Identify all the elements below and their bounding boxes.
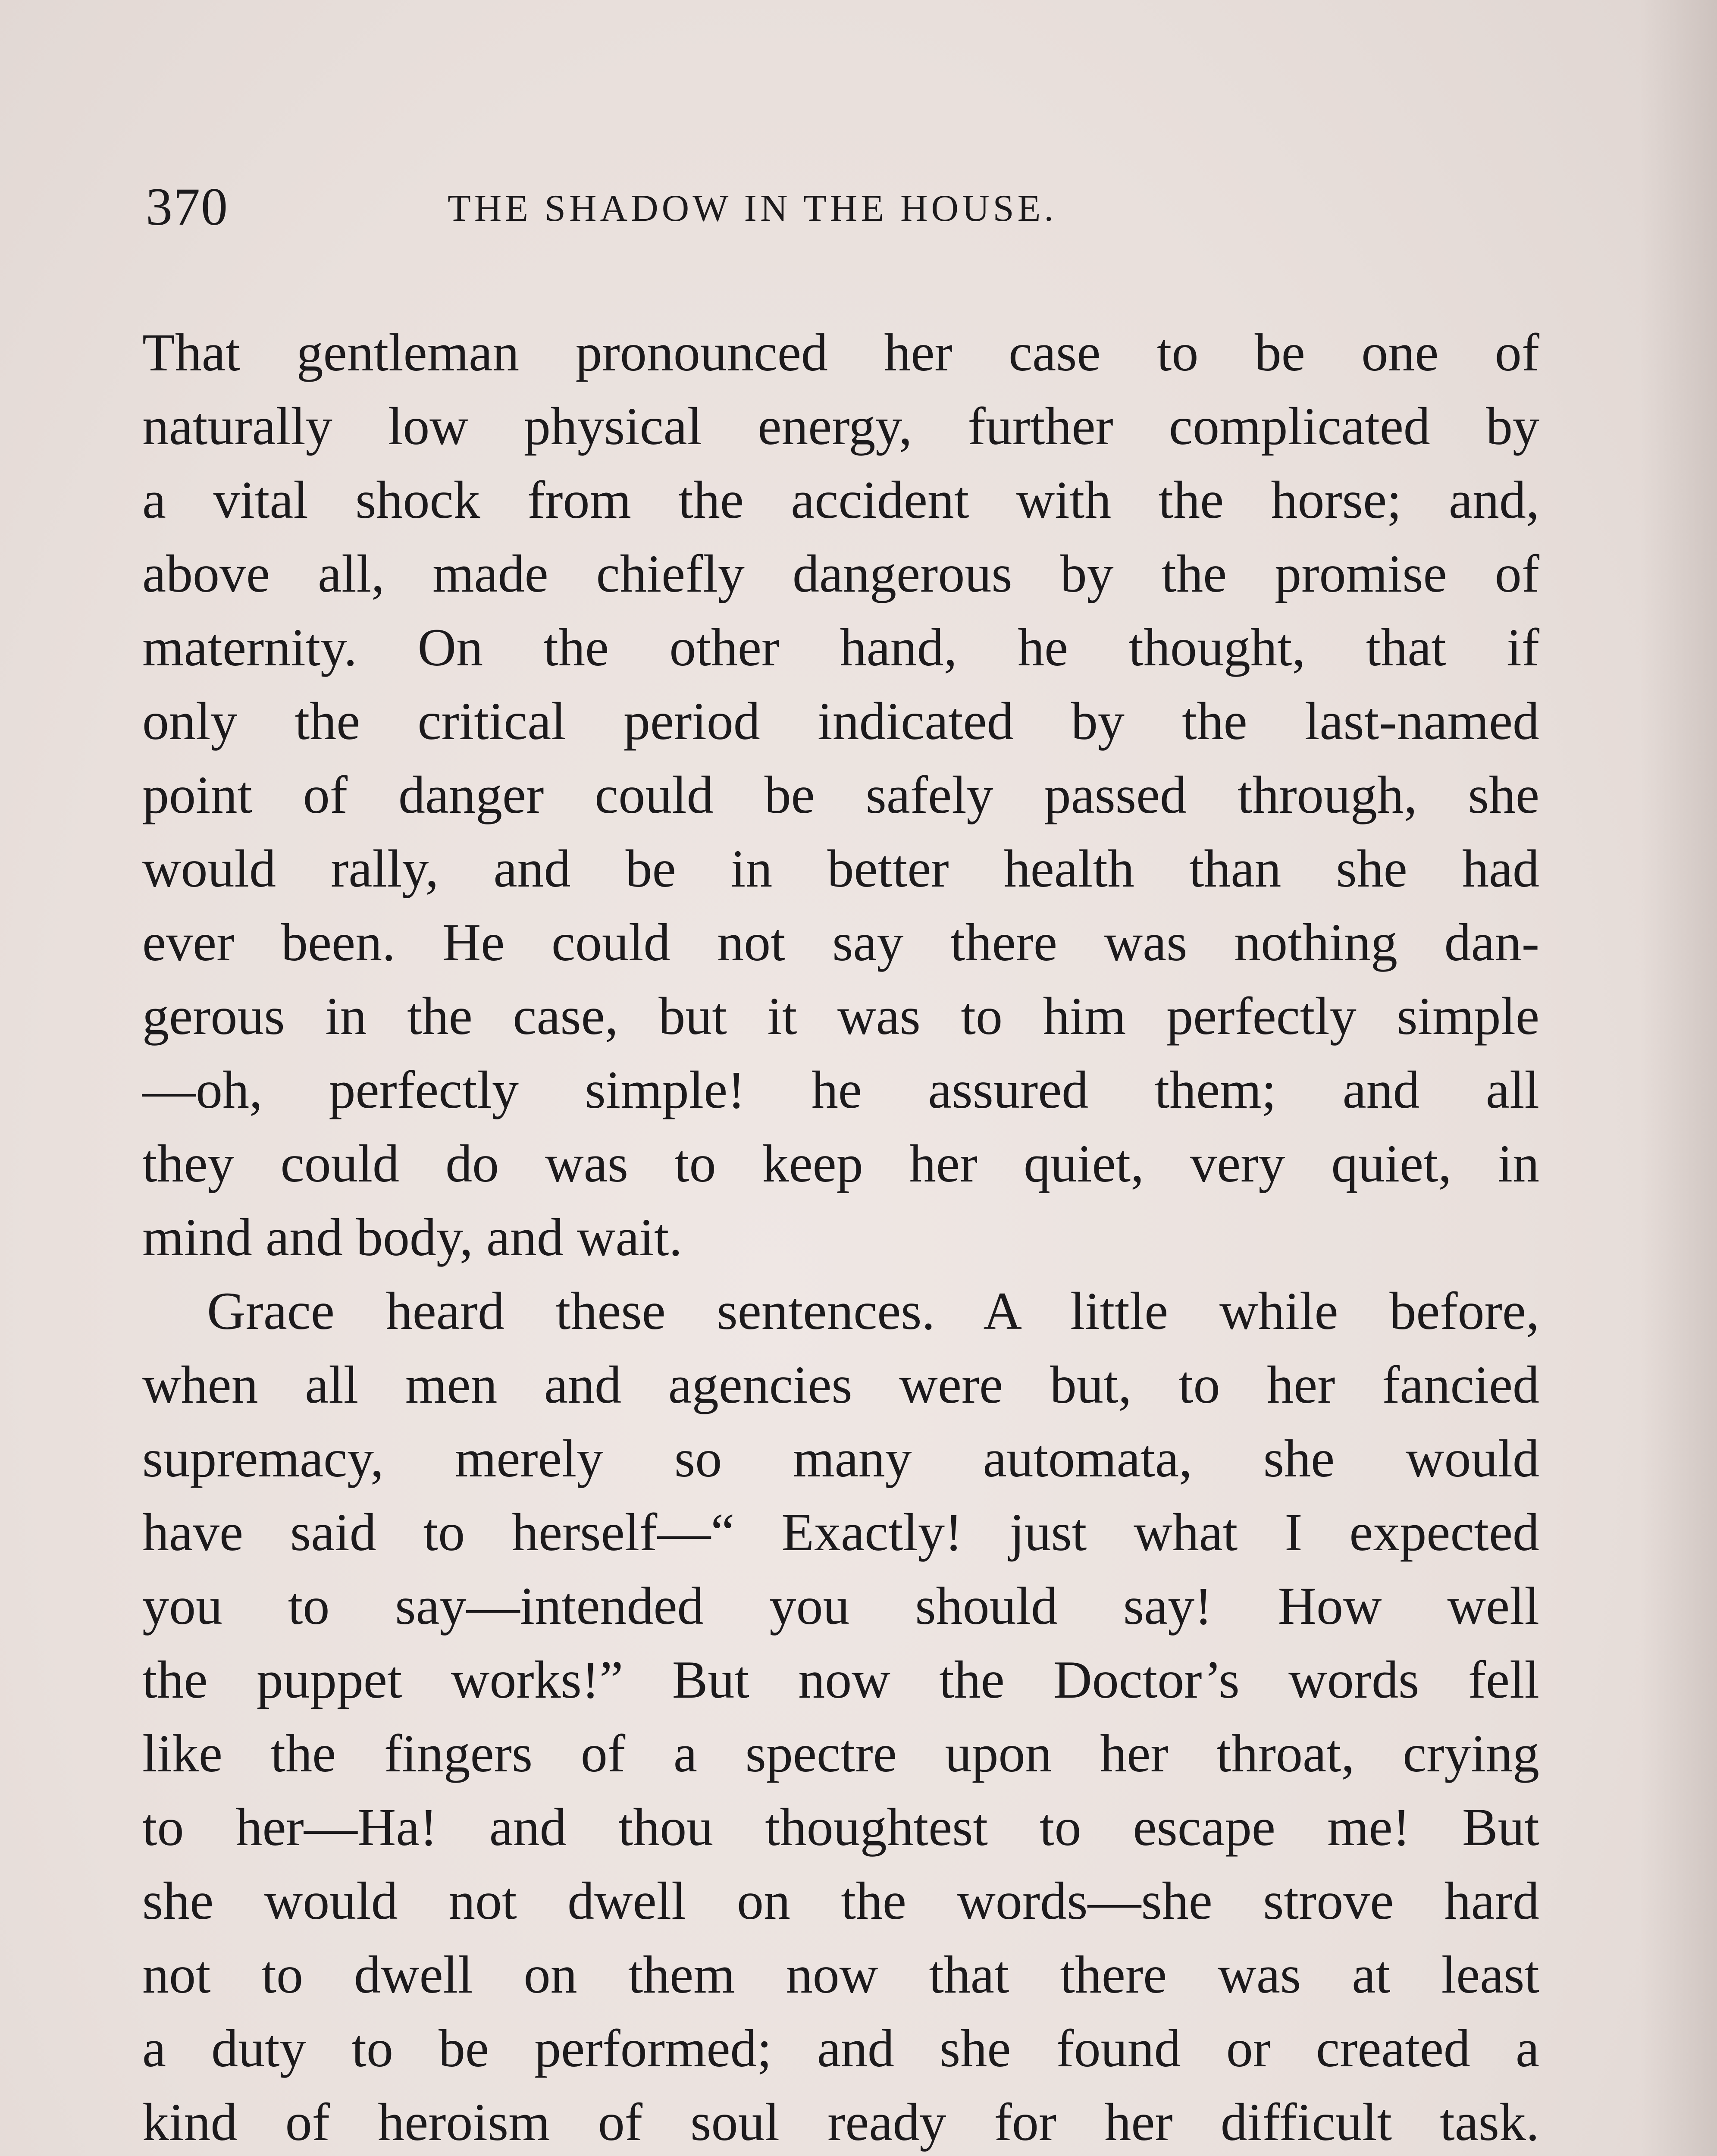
text-line: have said to herself—“ Exactly! just what I expected: [142, 1503, 1539, 1562]
text-line: not to dwell on them now that there was at least: [142, 1945, 1539, 2004]
text-line: like the fingers of a spectre upon her throat, crying: [142, 1724, 1539, 1783]
text-line: —oh, perfectly simple! he assured them; and all: [142, 1060, 1539, 1119]
text-line: to her—Ha! and thou thoughtest to escape me! But: [142, 1798, 1539, 1857]
running-title: THE SHADOW IN THE HOUSE.: [448, 188, 1057, 229]
text-line: point of danger could be safely passed through, she: [142, 765, 1539, 824]
text-line: That gentleman pronounced her case to be one of: [142, 323, 1539, 382]
text-line: she would not dwell on the words—she strove hard: [142, 1871, 1539, 1930]
text-line: they could do was to keep her quiet, very quiet, in: [142, 1134, 1539, 1193]
text-line: gerous in the case, but it was to him perfectly simple: [142, 987, 1539, 1046]
text-line: only the critical period indicated by the last-named: [142, 692, 1539, 751]
text-line: naturally low physical energy, further complicated by: [142, 397, 1539, 456]
text-line: when all men and agencies were but, to her fancied: [142, 1355, 1539, 1414]
text-line: supremacy, merely so many automata, she would: [142, 1429, 1539, 1488]
body-text: [142, 316, 1539, 2156]
text-line: the puppet works!” But now the Doctor’s words fell: [142, 1650, 1539, 1709]
page-edge-shadow: [1639, 0, 1717, 2156]
text-line: a vital shock from the accident with the horse; and,: [142, 470, 1539, 530]
text-line: would rally, and be in better health than she had: [142, 839, 1539, 898]
text-line: maternity. On the other hand, he thought, that if: [142, 618, 1539, 677]
text-line: ever been. He could not say there was nothing dan-: [142, 913, 1539, 972]
text-line: you to say—intended you should say! How well: [142, 1576, 1539, 1636]
paragraph-end-line: mind and body, and wait.: [142, 1208, 683, 1267]
text-line: a duty to be performed; and she found or created a: [142, 2019, 1539, 2078]
paragraph-start-line: Grace heard these sentences. A little while before,: [207, 1282, 1539, 1341]
page-header: [146, 172, 1543, 241]
text-line: kind of heroism of soul ready for her difficult task.: [142, 2093, 1539, 2152]
text-line: above all, made chiefly dangerous by the promise of: [142, 544, 1539, 603]
page-number: 370: [146, 177, 229, 236]
